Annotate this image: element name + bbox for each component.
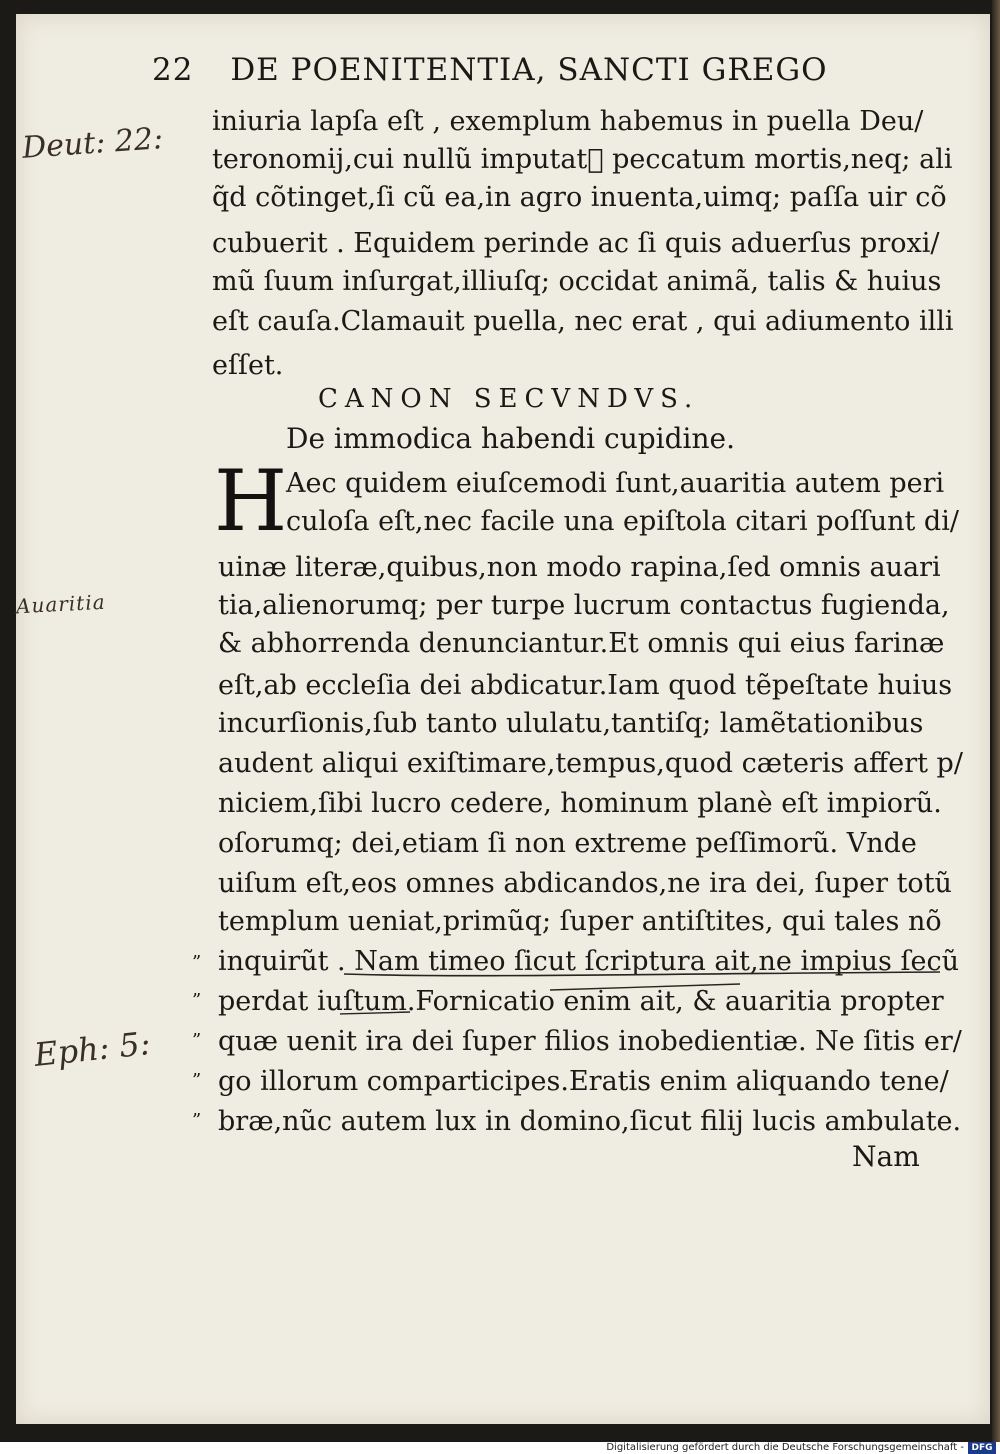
text-line: eſt,ab eccleſia dei abdicatur.Iam quod tẽpeſtate huius: [218, 670, 953, 701]
text-line: eſſet.: [212, 350, 284, 381]
text-line: eſt cauſa.Clamauit puella, nec erat , qui adiumento illi: [212, 306, 954, 337]
text-line: uiſum eſt,eos omnes abdicandos,ne ira dei, ſuper totũ: [218, 868, 952, 899]
text-line: teronomij,cui nullũ imputatᷣ peccatum mortis,neq; ali: [212, 144, 953, 175]
marginal-note-ephes: Eph: 5:: [32, 1024, 153, 1074]
catchword: Nam: [852, 1140, 920, 1173]
digitization-credit: Digitalisierung gefördert durch die Deutsche Forschungsgemeinschaft -: [606, 1442, 964, 1453]
text-line: oſorumq; dei,etiam ſi non extreme peſſimorũ. Vnde: [218, 828, 917, 859]
marginal-note-avaritia: Auaritia: [15, 589, 107, 619]
text-line: uinæ literæ,quibus,non modo rapina,ſed omnis auari: [218, 552, 941, 583]
text-line: & abhorrenda denunciantur.Et omnis qui eius farinæ: [218, 628, 945, 659]
canon-heading: CANON SECVNDVS.: [318, 384, 700, 414]
text-line: bræ,nũc autem lux in domino,ſicut filij lucis ambulate.: [218, 1106, 962, 1137]
book-binding-edge: [992, 0, 1000, 1442]
quotation-mark: ”: [192, 1110, 202, 1131]
running-head: [152, 52, 882, 96]
quotation-mark: ”: [192, 990, 202, 1011]
text-line: quæ uenit ira dei ſuper filios inobedientiæ. Ne ſitis er/: [218, 1026, 962, 1057]
text-line: perdat iuſtum.Fornicatio enim ait, & auaritia propter: [218, 986, 944, 1017]
quotation-mark: ”: [192, 1030, 202, 1051]
text-line: incurſionis,ſub tanto ululatu,tantiſq; lamẽtationibus: [218, 708, 924, 739]
canon-subheading: De immodica habendi cupidine.: [286, 422, 735, 455]
text-line: culoſa eſt,nec facile una epiſtola citari poſſunt di/: [286, 506, 959, 537]
text-line: go illorum comparticipes.Eratis enim aliquando tene/: [218, 1066, 949, 1097]
text-line: inquirũt . Nam timeo ſicut ſcriptura ait,ne impius ſecũ: [218, 946, 959, 977]
text-line: audent aliqui exiſtimare,tempus,quod cæteris affert p/: [218, 748, 963, 779]
drop-cap: H: [214, 452, 288, 550]
handwritten-underline: [340, 970, 960, 1030]
text-line: mũ ſuum inſurgat,illiuſq; occidat animã, talis & huius: [212, 266, 942, 297]
text-line: q̃d cõtinget,ſi cũ ea,in agro inuenta,uimq; paſſa uir cõ: [212, 182, 947, 213]
text-line: cubuerit . Equidem perinde ac ſi quis aduerſus proxi/: [212, 228, 940, 259]
text-line: Aec quidem eiuſcemodi ſunt,auaritia autem peri: [286, 468, 945, 499]
running-title: DE POENITENTIA, SANCTI GREGO: [230, 52, 828, 88]
text-line: iniuria lapſa eſt , exemplum habemus in puella Deu/: [212, 106, 924, 137]
text-line: tia,alienorumq; per turpe lucrum contactus fugienda,: [218, 590, 950, 621]
marginal-note-deut: Deut: 22:: [20, 121, 165, 166]
dfg-logo: DFG: [968, 1442, 996, 1454]
page-number: 22: [152, 52, 194, 88]
text-line: niciem,ſibi lucro cedere, hominum planè eſt impiorũ.: [218, 788, 942, 819]
quotation-mark: ”: [192, 952, 202, 973]
footer-bar: [0, 1442, 1000, 1454]
text-line: templum ueniat,primũq; ſuper antiſtites, qui tales nõ: [218, 906, 942, 937]
quotation-mark: ”: [192, 1070, 202, 1091]
